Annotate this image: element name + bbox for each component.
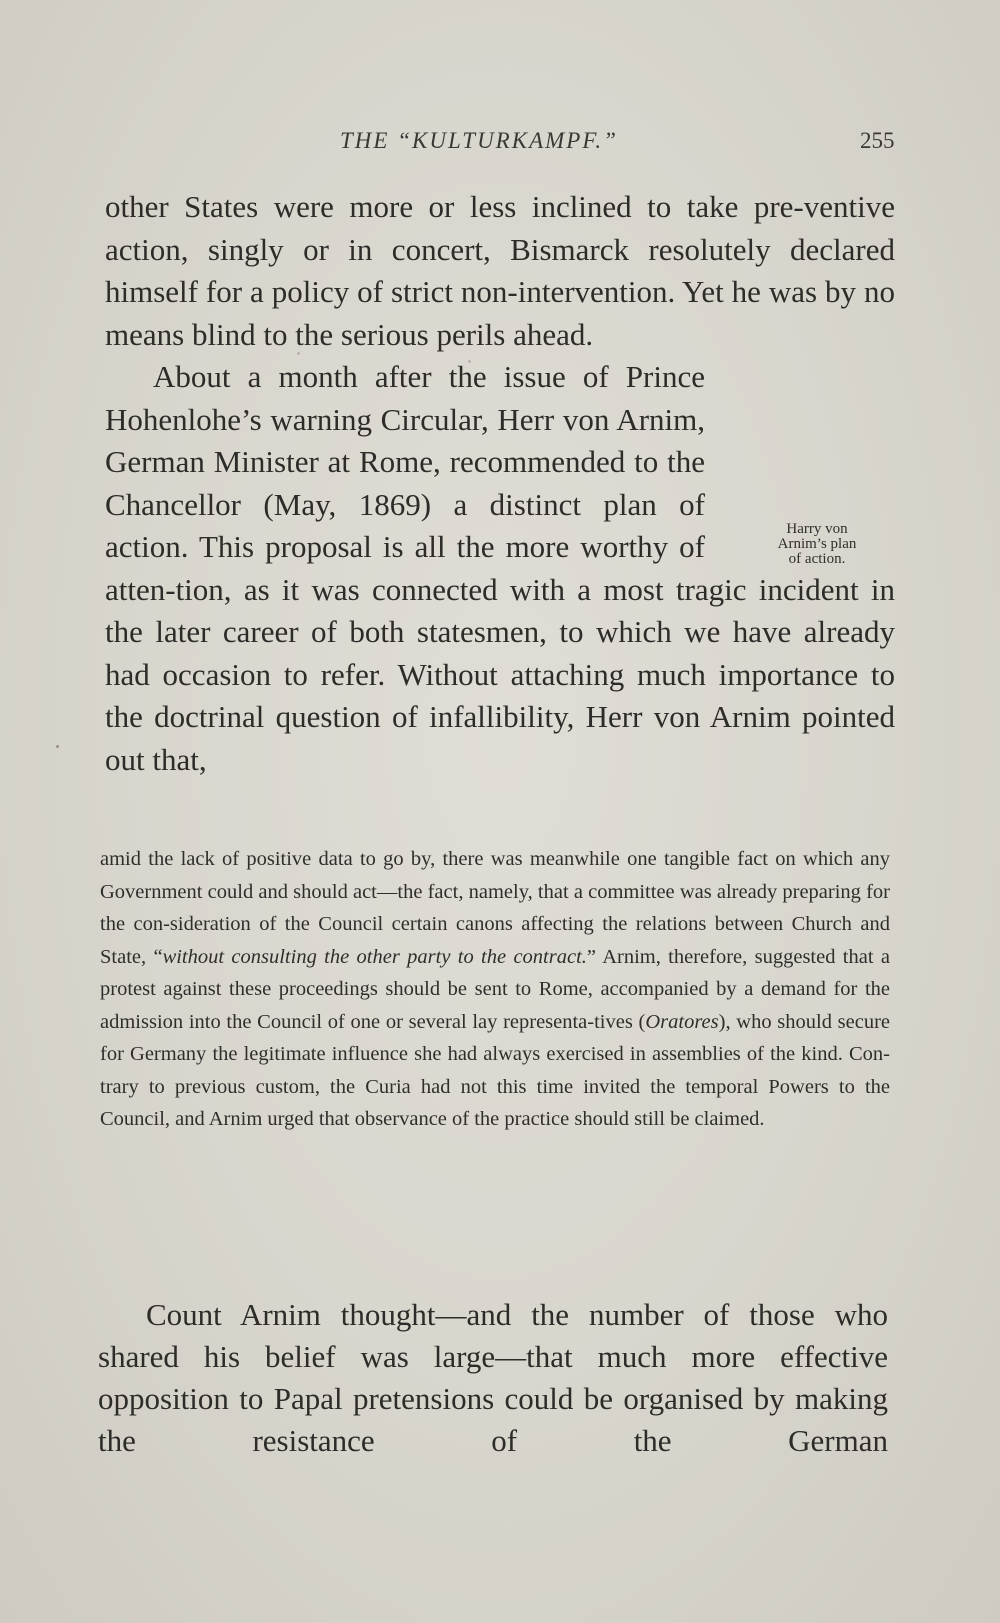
margin-note-line-2: Arnim’s plan: [777, 536, 857, 552]
running-title: THE “KULTURKAMPF.”: [340, 128, 618, 153]
quote-part-1: amid the lack of positive data to go by, there was meanwhile one tangible fact on which any Government could and should act—the fact, namely, that a committee was already preparing for the con-sideration of the Council certain canons affecting the relations between Church and State, “: [100, 848, 890, 968]
quote-part-2: ” Arnim, therefore, suggested that a protest against these proceedings should be sent to Rome, accompanied by a demand for the admission into the Council of one or several lay representa-tives (: [100, 945, 890, 1033]
paper-speck: [56, 745, 59, 748]
paper-speck: [468, 360, 471, 363]
quote-italic-2: Oratores: [645, 1010, 719, 1033]
margin-note-line-1: Harry von: [786, 521, 848, 537]
paragraph-1: other States were more or less inclined to take pre-ventive action, singly or in concert, Bismarck resolutely declared himself for a policy of strict non-intervention. Yet he was by no means blind to the serious perils ahead.: [105, 189, 895, 352]
quote-italic-1: without consulting the other party to the contract.: [162, 945, 587, 968]
block-quote: [100, 843, 890, 1136]
margin-note-line-3: of action.: [788, 551, 846, 567]
page-number: 255: [860, 128, 895, 153]
page-header: [0, 128, 1000, 168]
quote-part-3: ), who should secure for Germany the legitimate influence she had always exercised in assemblies of the kind. Con-trary to previous custom, the Curia had not this time invited the temporal Powers to the Council, and Arnim urged that observance of the practice should still be claimed.: [100, 1010, 890, 1130]
main-text: [105, 186, 895, 781]
paragraph-2-text: About a month after the issue of Prince Hohenlohe’s warning Circular, Herr von Arnim, German Minister at Rome, recommended to the Chancellor (May, 1869) a distinct plan of action. This proposal is all the more worthy of atten-tion, as it was connected with a most tragic incident in the later career of both statesmen, to which we have already had occasion to refer. Without attaching much importance to the doctrinal question of infallibility, Herr von Arnim pointed out that,: [105, 359, 895, 777]
paragraph-3: Count Arnim thought—and the number of those who shared his belief was large—that much more effective opposition to Papal pretensions could be organised by making the resistance of the German: [98, 1297, 888, 1458]
paragraph-2: [105, 356, 895, 781]
margin-note: [742, 522, 892, 567]
paper-speck: [297, 352, 300, 355]
sidenote-space: [705, 442, 895, 527]
